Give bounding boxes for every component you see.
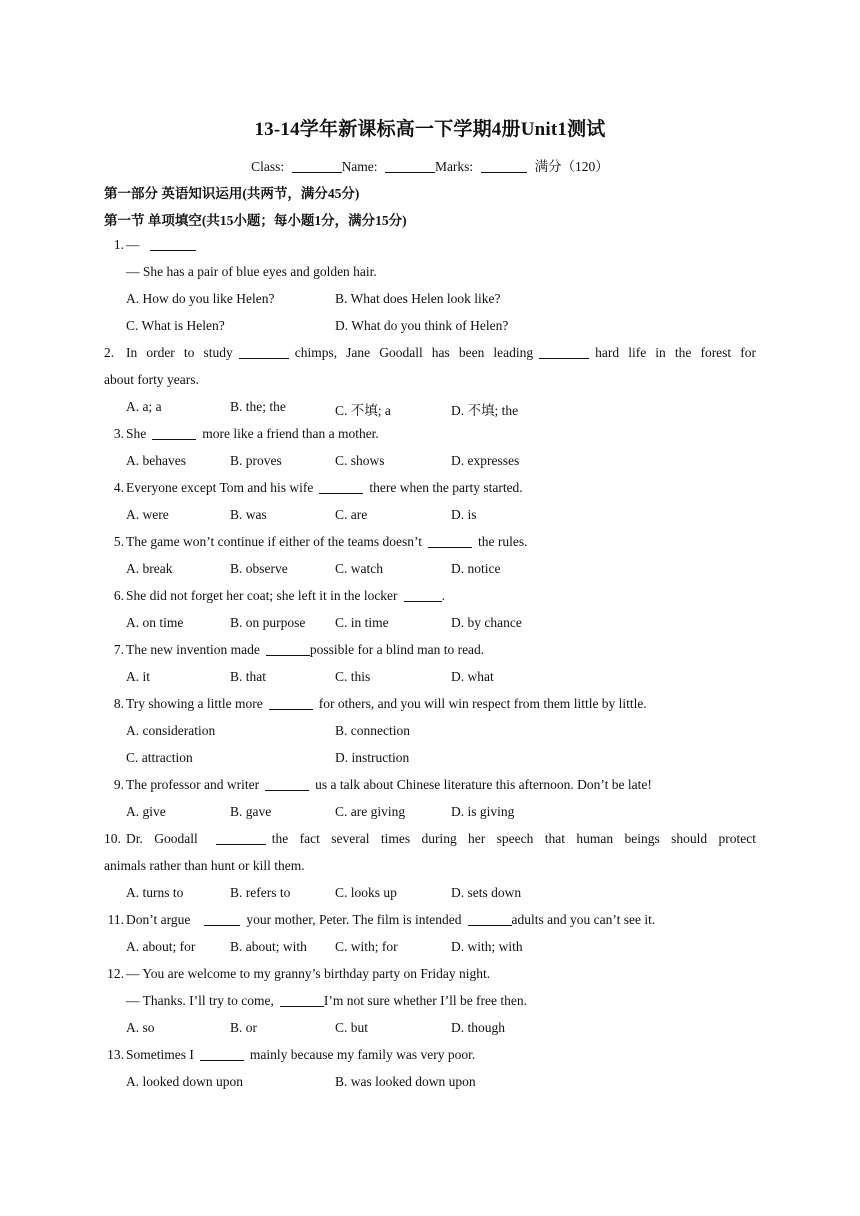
question-text: possible for a blind man to read.	[309, 642, 485, 657]
question-number: 11.	[107, 912, 124, 927]
student-info-line	[0, 155, 860, 175]
option-c[interactable]: C. with; for	[335, 939, 398, 954]
full-score: 满分（120）	[534, 159, 609, 174]
option-b[interactable]: B. was looked down upon	[335, 1074, 476, 1089]
question-text: the fact several times during her speech that human beings should protect	[271, 831, 756, 846]
option-a[interactable]: A. behaves	[126, 453, 186, 468]
answer-blank[interactable]	[468, 913, 512, 926]
option-a[interactable]: A. turns to	[126, 885, 184, 900]
question-text: mainly because my family was very poor.	[249, 1047, 476, 1062]
option-a[interactable]: A. it	[126, 669, 151, 684]
option-a[interactable]: A. about; for	[126, 939, 196, 954]
question-text: adults and you can’t see it.	[511, 912, 656, 927]
question-7	[104, 642, 484, 658]
question-text: Everyone except Tom and his wife	[126, 480, 314, 495]
option-b[interactable]: B. connection	[335, 723, 410, 738]
question-number: 5.	[113, 534, 124, 549]
question-number: 4.	[113, 480, 124, 495]
option-c[interactable]: C. watch	[335, 561, 383, 576]
question-text: — Thanks. I’ll try to come,	[126, 993, 274, 1008]
option-d[interactable]: D. what	[451, 669, 494, 684]
question-text: more like a friend than a mother.	[202, 426, 379, 441]
question-number: 6.	[113, 588, 124, 603]
answer-blank[interactable]	[269, 697, 313, 710]
question-text: The game won’t continue if either of the teams doesn’t	[126, 534, 423, 549]
section-heading: 第一节 单项填空(共15小题；每小题1分，满分15分)	[104, 213, 407, 228]
option-b[interactable]: B. or	[230, 1020, 257, 1035]
question-10	[104, 831, 756, 847]
question-text: for others, and you will win respect from them little by little.	[318, 696, 647, 711]
answer-blank[interactable]	[150, 238, 196, 251]
question-number: 2.	[104, 345, 115, 360]
question-text: the rules.	[478, 534, 528, 549]
option-d[interactable]: D. is giving	[451, 804, 515, 819]
option-d[interactable]: D. with; with	[451, 939, 523, 954]
option-b[interactable]: B. observe	[230, 561, 288, 576]
page-title: 13-14学年新课标高一下学期4册Unit1测试	[254, 119, 606, 140]
option-b[interactable]: B. What does Helen look like?	[335, 291, 501, 306]
option-b[interactable]: B. that	[230, 669, 266, 684]
question-10-continued: animals rather than hunt or kill them.	[104, 858, 305, 873]
question-text: She did not forget her coat; she left it in the locker	[126, 588, 398, 603]
answer-blank[interactable]	[428, 535, 472, 548]
question-2	[104, 345, 756, 361]
answer-blank[interactable]	[539, 346, 589, 359]
question-2-continued: about forty years.	[104, 372, 199, 387]
answer-blank[interactable]	[152, 427, 196, 440]
answer-blank[interactable]	[404, 589, 442, 602]
option-a[interactable]: A. a; a	[126, 399, 162, 414]
question-text: .	[441, 588, 445, 603]
question-text: there when the party started.	[369, 480, 523, 495]
option-c[interactable]: C. 不填; a	[335, 403, 391, 418]
question-13	[104, 1047, 475, 1063]
question-number: 8.	[113, 696, 124, 711]
name-label: Name:	[341, 159, 378, 174]
answer-blank[interactable]	[216, 832, 266, 845]
option-d[interactable]: D. What do you think of Helen?	[335, 318, 509, 333]
option-c[interactable]: C. in time	[335, 615, 389, 630]
option-c[interactable]: C. What is Helen?	[126, 318, 225, 333]
answer-blank[interactable]	[265, 778, 309, 791]
question-11	[104, 912, 655, 928]
option-c[interactable]: C. this	[335, 669, 371, 684]
option-d[interactable]: D. though	[451, 1020, 505, 1035]
option-d[interactable]: D. notice	[451, 561, 501, 576]
option-b[interactable]: B. refers to	[230, 885, 291, 900]
option-c[interactable]: C. but	[335, 1020, 369, 1035]
question-6	[104, 588, 445, 604]
answer-blank[interactable]	[239, 346, 289, 359]
option-a[interactable]: A. were	[126, 507, 169, 522]
question-number: 9.	[113, 777, 124, 792]
question-4	[104, 480, 523, 496]
question-text: In order to study	[126, 345, 233, 360]
marks-blank[interactable]	[481, 160, 527, 173]
question-stem: —	[126, 237, 140, 252]
question-3	[104, 426, 379, 442]
question-text: I’m not sure whether I’ll be free then.	[323, 993, 528, 1008]
question-stem: — You are welcome to my granny’s birthday party on Friday night.	[126, 966, 491, 981]
question-number: 1.	[113, 237, 124, 252]
name-blank[interactable]	[385, 160, 435, 173]
question-12	[104, 966, 490, 982]
option-b[interactable]: B. was	[230, 507, 267, 522]
option-b[interactable]: B. proves	[230, 453, 282, 468]
option-d[interactable]: D. is	[451, 507, 477, 522]
question-1	[104, 237, 202, 253]
class-blank[interactable]	[292, 160, 342, 173]
option-c[interactable]: C. are giving	[335, 804, 406, 819]
question-text: Dr. Goodall	[126, 831, 198, 846]
question-12-reply	[126, 993, 527, 1009]
question-text: chimps, Jane Goodall has been leading	[294, 345, 534, 360]
option-a[interactable]: A. consideration	[126, 723, 216, 738]
option-a[interactable]: A. on time	[126, 615, 184, 630]
question-8	[104, 696, 647, 712]
question-number: 12.	[107, 966, 124, 981]
question-number: 10.	[104, 831, 121, 846]
question-number: 3.	[113, 426, 124, 441]
answer-blank[interactable]	[266, 643, 310, 656]
question-text: She	[126, 426, 147, 441]
option-a[interactable]: A. looked down upon	[126, 1074, 243, 1089]
option-d[interactable]: D. 不填; the	[451, 403, 519, 418]
question-text: your mother, Peter. The film is intended	[246, 912, 462, 927]
question-5	[104, 534, 528, 550]
option-c[interactable]: C. are	[335, 507, 368, 522]
option-c[interactable]: C. attraction	[126, 750, 193, 765]
question-number: 13.	[107, 1047, 124, 1062]
option-b[interactable]: B. about; with	[230, 939, 307, 954]
answer-blank[interactable]	[319, 481, 363, 494]
option-c[interactable]: C. shows	[335, 453, 385, 468]
question-text: Try showing a little more	[126, 696, 263, 711]
question-9	[104, 777, 652, 793]
question-text: The professor and writer	[126, 777, 260, 792]
question-text: The new invention made	[126, 642, 260, 657]
question-text: Sometimes I	[126, 1047, 194, 1062]
option-a[interactable]: A. How do you like Helen?	[126, 291, 275, 306]
option-b[interactable]: B. the; the	[230, 399, 286, 414]
question-text: us a talk about Chinese literature this afternoon. Don’t be late!	[315, 777, 652, 792]
marks-label: Marks:	[434, 159, 474, 174]
part-heading: 第一部分 英语知识运用(共两节，满分45分)	[104, 186, 360, 201]
question-text: hard life in the forest for	[595, 345, 756, 360]
answer-blank[interactable]	[280, 994, 324, 1007]
answer-blank[interactable]	[200, 1048, 244, 1061]
option-b[interactable]: B. gave	[230, 804, 272, 819]
class-label: Class:	[251, 159, 285, 174]
option-a[interactable]: A. so	[126, 1020, 155, 1035]
option-c[interactable]: C. looks up	[335, 885, 397, 900]
question-text: Don’t argue	[126, 912, 191, 927]
option-a[interactable]: A. give	[126, 804, 166, 819]
option-d[interactable]: D. expresses	[451, 453, 520, 468]
option-b[interactable]: B. on purpose	[230, 615, 306, 630]
option-d[interactable]: D. sets down	[451, 885, 522, 900]
answer-blank[interactable]	[204, 913, 240, 926]
option-d[interactable]: D. by chance	[451, 615, 522, 630]
option-a[interactable]: A. break	[126, 561, 173, 576]
question-1-reply: — She has a pair of blue eyes and golden hair.	[126, 264, 377, 279]
question-number: 7.	[113, 642, 124, 657]
option-d[interactable]: D. instruction	[335, 750, 410, 765]
